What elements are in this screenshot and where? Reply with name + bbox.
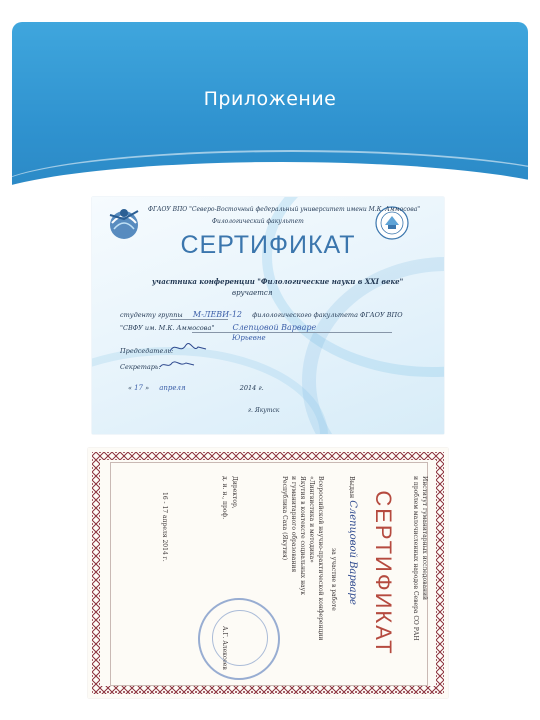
group-underline	[170, 319, 228, 320]
organization-line: ФГАОУ ВПО "Северо-Восточный федеральный университет имени М.К. Аммосова"	[148, 206, 421, 213]
conference-line-3: Якутия в контексте социальных наук	[299, 476, 306, 595]
faculty-line: Филологический факультет	[212, 218, 304, 225]
secretary-label: Секретарь:	[120, 363, 161, 371]
director-degree: д. и. н., проф.	[221, 476, 228, 520]
city: г. Якутск	[248, 407, 280, 414]
student-group-label: студенту группы	[120, 311, 183, 319]
given-label: Выдан	[348, 476, 356, 499]
slide-header-band	[12, 22, 528, 200]
date-month: апреля	[159, 384, 186, 392]
issue-date	[128, 384, 264, 392]
director-title: Директор,	[231, 476, 238, 509]
chair-label: Председатель:	[120, 347, 174, 355]
date-open-quote: «	[128, 384, 132, 392]
conference-line-5: Республика Саха (Якутия)	[281, 476, 288, 561]
patronymic-handwritten: Юрьевне	[232, 334, 266, 342]
chair-signature	[168, 339, 208, 357]
student-group-line	[120, 310, 403, 319]
secretary-signature	[158, 357, 198, 373]
group-handwritten: М-ЛЕВИ-12	[192, 310, 243, 319]
conference-line-4: и гуманитарного образования	[290, 476, 297, 573]
institute-line-2: и проблем малочисленных народов Севера СО РАН	[412, 476, 419, 641]
certificate-2	[88, 448, 448, 698]
university-text: "СВФУ им. М.К. Аммосова"	[120, 324, 215, 332]
slide-title: Приложение	[203, 88, 337, 110]
conference-dates: 16 - 17 апреля 2014 г.	[161, 492, 168, 562]
university-name-line	[120, 323, 316, 332]
director-name: А.Г. Алексеев	[221, 626, 228, 670]
given-name-handwritten: Слепцовой Варваре	[347, 500, 358, 605]
date-day: 17	[134, 384, 143, 392]
date-close-quote: »	[145, 384, 150, 392]
certificate-2-title: СЕРТИФИКАТ	[371, 490, 396, 656]
date-year: 2014 г.	[239, 384, 264, 392]
certificate-title: СЕРТИФИКАТ	[180, 231, 356, 259]
name-underline	[192, 332, 392, 333]
certificate-1	[92, 197, 444, 434]
conference-line-2: «Лингвистика и методика»	[308, 476, 315, 563]
participation-line: за участие в работе	[330, 548, 337, 611]
awarded-line: вручается	[232, 289, 273, 297]
institute-line-1: Институт гуманитарных исследований	[421, 476, 428, 601]
faculty-text: филологического факультета ФГАОУ ВПО	[252, 311, 403, 319]
conference-line-1: Всероссийской научно-практической конференции	[317, 476, 324, 641]
given-line	[347, 476, 358, 605]
rotated-content	[88, 448, 448, 698]
participant-line: участника конференции "Филологические науки в XXI веке"	[152, 277, 404, 286]
recipient-name-handwritten: Слепцовой Варваре	[232, 323, 317, 332]
round-stamp	[198, 598, 280, 680]
